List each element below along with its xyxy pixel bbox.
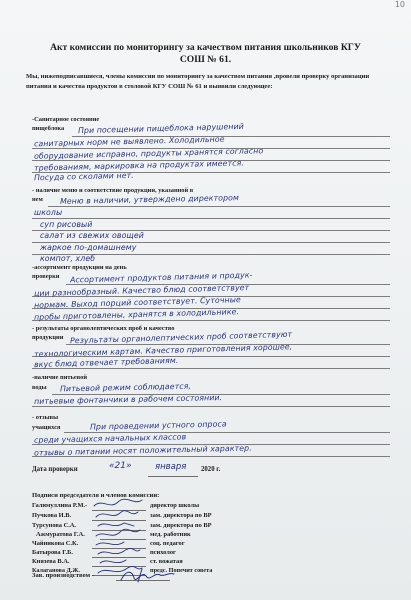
section-menu-label-1: - наличие меню и соответствие продукции, указанной в [32, 187, 194, 194]
rule [32, 406, 390, 407]
rule [48, 206, 390, 207]
handwritten-text: Результаты органолептических проб соответствуют [69, 329, 293, 346]
signer-name: Ажмуратова Г.А. [36, 531, 85, 538]
production-manager-label: Зав. производством - [32, 572, 94, 579]
rule [64, 432, 390, 433]
signer-name: Галимуллина Р.М.- [32, 502, 88, 509]
handwritten-text: Меню в наличии, утверждено директором [59, 193, 240, 206]
handwritten-text: школы [34, 208, 63, 217]
date-year: 2020 г. [201, 466, 221, 473]
handwritten-text: Ассортимент продуктов питания и продук- [69, 270, 253, 285]
signer-name: Князева В.А. [32, 558, 70, 565]
intro-paragraph: Мы, нижеподписавшиеся, члены комиссии по мониторингу за качеством питания ,провели проверку организации питания и качества продуктов в столовой КГУ СОШ № 61 и выявили следующее: [26, 73, 370, 90]
section-water-label-1: -наличие питьевой [32, 374, 88, 381]
handwritten-text: Питьевой режим соблюдается, [59, 381, 192, 394]
document-title-line2: СОШ № 61. [179, 54, 232, 65]
handwritten-text: технологическим картам. Качество приготовления хорошее, [33, 342, 293, 359]
section-water-label-2: воды [32, 384, 47, 391]
date-underline [148, 476, 198, 477]
handwritten-text: При проведении устного опроса [89, 419, 227, 432]
signer-role: зам. директора по ВР [150, 512, 212, 519]
handwritten-text: ции разнообразный. Качество блюд соответствует [33, 282, 250, 299]
handwritten-text: жаркое по-домашнему [40, 243, 137, 252]
section-sanitary-label-1: -Санитарное состояние [32, 116, 100, 123]
signer-name: Пучкова И.В. [32, 512, 72, 519]
handwritten-text: Посуда со сколами нет. [33, 170, 134, 183]
section-sanitary-label-2: пищеблока [32, 125, 65, 132]
signer-role: соц. педагог [150, 540, 185, 547]
signer-role: зам. директора по ВР [150, 522, 212, 529]
signer-name: Турсунова С.А. [32, 522, 77, 529]
handwritten-text: среди учащихся начальных классов [33, 432, 187, 445]
section-organoleptic-label-2: продукции [32, 334, 64, 341]
signers-title: Подписи председателя и членов комиссии: [32, 492, 160, 499]
date-label: Дата проверки [32, 466, 78, 473]
section-menu-label-2: нем [32, 196, 43, 203]
page-number: 10 [394, 0, 405, 9]
document-title-line1: Акт комиссии по мониторингу за качеством питания школьников КГУ [50, 42, 361, 53]
date-day: «21» [109, 461, 132, 471]
handwritten-text: нормам. Выход порций соответствует. Суточные [33, 295, 241, 310]
handwritten-text: питьевые фонтанчики в рабочем состоянии. [33, 393, 223, 406]
signer-name: Батырова Г.Б. [32, 549, 73, 556]
handwritten-text: отзывы о питании носят положительный характер. [33, 443, 252, 458]
date-month: января [155, 462, 187, 472]
signer-name: Калаганова Д.Ж. [32, 567, 80, 574]
rule [32, 218, 390, 219]
handwritten-text: санитарных норм не выявлено. Холодильное [33, 134, 225, 149]
handwritten-text: требованиям, маркировка на продуктах имеется. [33, 158, 245, 173]
handwritten-text: суп рисовый [40, 220, 93, 229]
section-organoleptic-label-1: - результаты органолептических проб и качество [32, 325, 175, 332]
signer-role: мед. работник [150, 531, 191, 538]
handwritten-text: пробы приготовлены, хранятся в холодильнике. [33, 307, 240, 322]
handwritten-text: При посещении пищеблока нарушений [77, 121, 244, 136]
handwritten-text: салат из свежих овощей [40, 231, 144, 240]
signer-role: ст. вожатая [150, 558, 183, 565]
signer-role: предс. Попечит совета [150, 567, 213, 574]
production-manager-signature [118, 566, 178, 588]
signer-role: психолог [150, 549, 176, 556]
section-assortment-label-2: проверки [32, 273, 60, 280]
section-feedback-label-2: учащихся [32, 424, 61, 431]
signer-name: Чайникова С.К. [32, 540, 79, 547]
section-assortment-label-1: -ассортимент продукции на день [32, 264, 127, 271]
rule [32, 368, 390, 369]
signer-role: директор школы [150, 502, 200, 509]
handwritten-text: оборудование исправно, продукты хранятся согласно [33, 146, 264, 161]
handwritten-text: компот, хлеб [40, 254, 96, 263]
section-feedback-label-1: - отзывы [32, 414, 59, 421]
handwritten-text: вкус блюд отвечает требованиям. [33, 355, 179, 370]
